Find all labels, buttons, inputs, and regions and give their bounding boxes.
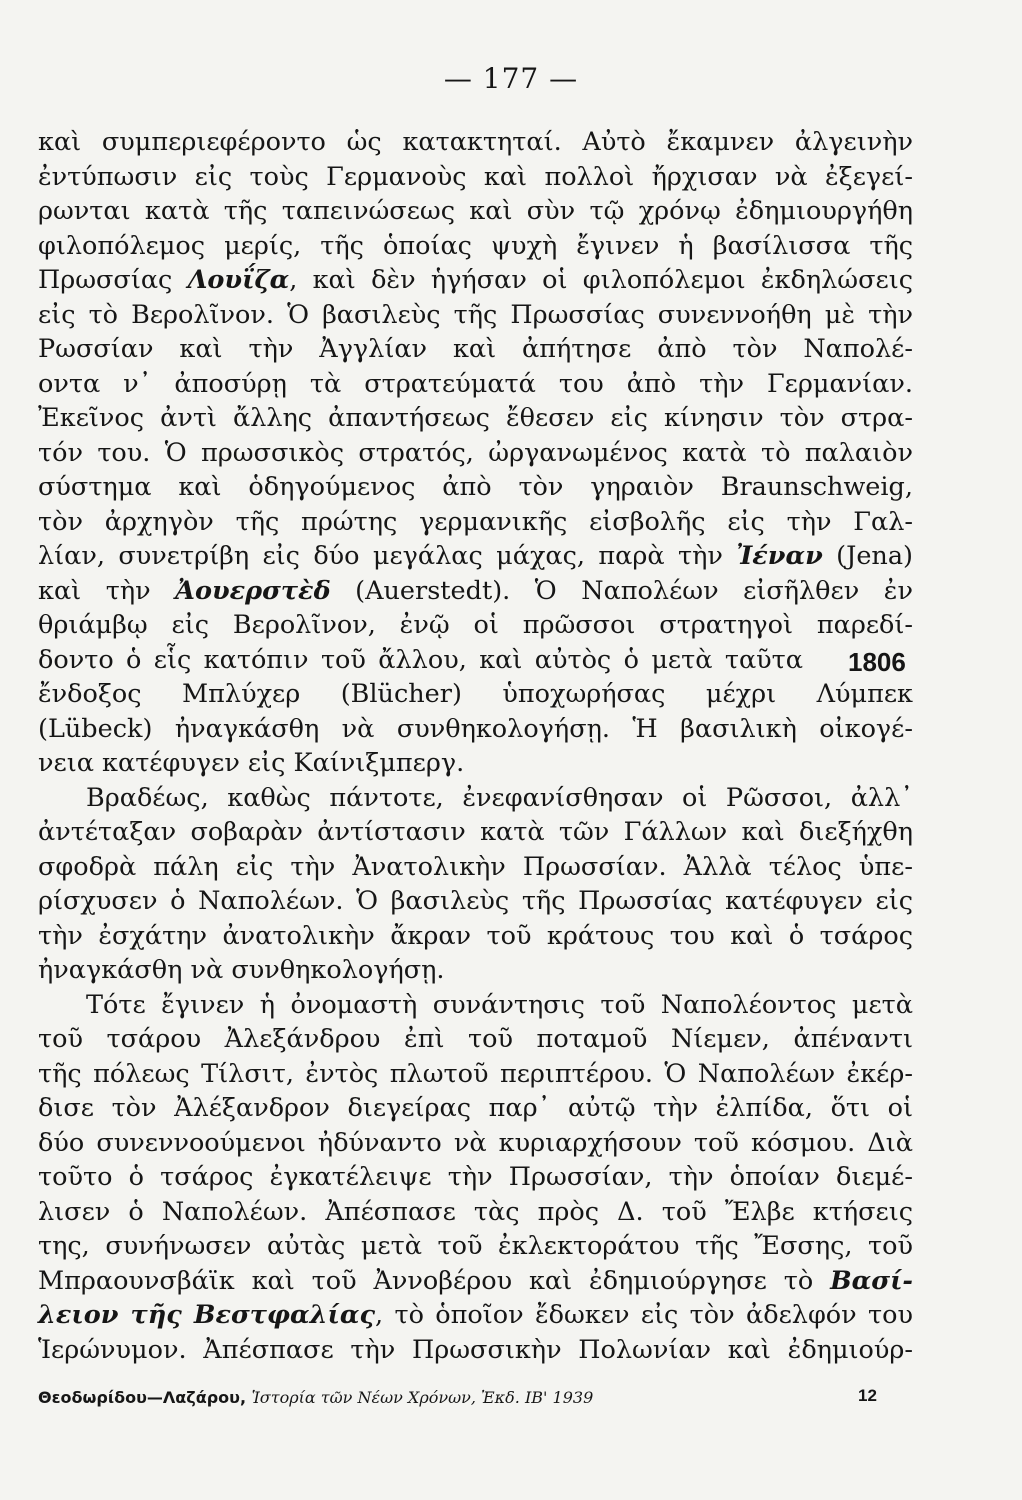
text-line: δύο συνεννοούμενοι ἠδύναντο νὰ κυριαρχήσουν τοῦ κόσμου. Διὰ: [38, 1127, 913, 1158]
text-span: καὶ τὴν: [38, 575, 176, 606]
text-line: (Lübeck) ἠναγκάσθη νὰ συνθηκολογήσῃ. Ἡ βασιλικὴ οἰκογέ-: [38, 713, 913, 744]
text-line: δισε τὸν Ἀλέξανδρον διεγείρας παρ᾽ αὐτῷ τὴν ἐλπίδα, ὅτι οἱ: [38, 1093, 913, 1123]
text-span: , καὶ δὲν ἡγήσαν οἱ φιλοπόλεμοι ἐκδηλώσεις: [289, 265, 913, 295]
text-line: τοῦ τσάρου Ἀλεξάνδρου ἐπὶ τοῦ ποταμοῦ Νίεμεν, ἀπέναντι: [38, 1024, 913, 1054]
text-line: Ἐκεῖνος ἀντὶ ἄλλης ἀπαντήσεως ἔθεσεν εἰς κίνησιν τὸν στρα-: [38, 403, 913, 433]
text-line: δοντο ὁ εἷς κατόπιν τοῦ ἄλλου, καὶ αὐτὸς ὁ μετὰ ταῦτα: [38, 644, 803, 675]
text-line: ἀντέταξαν σοβαρὰν ἀντίστασιν κατὰ τῶν Γάλλων καὶ διεξήχθη: [38, 817, 913, 847]
text-line: τοῦτο ὁ τσάρος ἐγκατέλειψε τὴν Πρωσσίαν, τὴν ὁποίαν διεμέ-: [38, 1162, 913, 1192]
text-span: λίαν, συνετρίβη εἰς δύο μεγάλας μάχας, παρὰ τὴν: [38, 541, 737, 571]
text-line: φιλοπόλεμος μερίς, τῆς ὁποίας ψυχὴ ἔγινεν ἡ βασίλισσα τῆς: [38, 230, 913, 261]
text-line: Τότε ἔγινεν ἡ ὀνομαστὴ συνάντησις τοῦ Ναπολέοντος μετὰ: [86, 989, 913, 1020]
emphasis-louisa: Λουΐζα: [187, 265, 290, 295]
body-text: [38, 125, 913, 1367]
text-line: [38, 539, 913, 574]
text-line: Ἱερώνυμον. Ἀπέσπασε τὴν Πρωσσικὴν Πολωνίαν καὶ ἐδημιούρ-: [38, 1334, 913, 1365]
text-span: , τὸ ὁποῖον ἔδωκεν εἰς τὸν ἀδελφόν του: [375, 1300, 913, 1330]
text-span: (Jena): [822, 541, 913, 571]
text-span: (Auerstedt). Ὁ Ναπολέων εἰσῆλθεν ἐν: [330, 575, 913, 606]
margin-year: 1806: [848, 647, 906, 677]
text-line: ἐντύπωσιν εἰς τοὺς Γερμανοὺς καὶ πολλοὶ ἤρχισαν νὰ ἐξεγεί-: [38, 161, 913, 192]
footer-title: Ἱστορία τῶν Νέων Χρόνων,: [251, 1388, 482, 1407]
page-number: — 177 —: [443, 62, 579, 95]
text-line: ρίσχυσεν ὁ Ναπολέων. Ὁ βασιλεὺς τῆς Πρωσσίας κατέφυγεν εἰς: [38, 886, 913, 916]
text-line: οντα ν᾽ ἀποσύρῃ τὰ στρατεύματά του ἀπὸ τὴν Γερμανίαν.: [38, 368, 913, 399]
text-line: θριάμβῳ εἰς Βερολῖνον, ἐνῷ οἱ πρῶσσοι στρατηγοὶ παρεδί-: [38, 610, 913, 640]
emphasis-kingdom: Βασί-: [830, 1265, 913, 1296]
emphasis-westphalia: λειον τῆς Βεστφαλίας: [38, 1300, 375, 1330]
text-line: σφοδρὰ πάλη εἰς τὴν Ἀνατολικὴν Πρωσσίαν. Ἀλλὰ τέλος ὑπε-: [38, 851, 913, 882]
text-line: τὴν ἐσχάτην ἀνατολικὴν ἄκραν τοῦ κράτους του καὶ ὁ τσάρος: [38, 920, 913, 951]
text-line: νεια κατέφυγεν εἰς Καίνιξμπεργ.: [38, 748, 465, 778]
text-line: Βραδέως, καθὼς πάντοτε, ἐνεφανίσθησαν οἱ Ρῶσσοι, ἀλλ᾽: [86, 782, 913, 813]
signature-number: 12: [858, 1386, 877, 1405]
text-line: τῆς πόλεως Τίλσιτ, ἐντὸς πλωτοῦ περιπτέρου. Ὁ Ναπολέων ἐκέρ-: [38, 1058, 913, 1089]
footer-authors: Θεοδωρίδου—Λαζάρου,: [38, 1388, 252, 1407]
text-line: [38, 1264, 913, 1299]
text-line: τόν του. Ὁ πρωσσικὸς στρατός, ὠργανωμένος κατὰ τὸ παλαιὸν: [38, 437, 913, 468]
emphasis-auerstedt: Ἀουερστὲδ: [175, 575, 331, 606]
text-line: καὶ συμπεριεφέροντο ὡς κατακτηταί. Αὐτὸ ἔκαμνεν ἀλγεινὴν: [38, 127, 913, 157]
emphasis-jena: Ἰέναν: [736, 541, 823, 571]
text-line: [38, 263, 913, 298]
text-line: λισεν ὁ Ναπολέων. Ἀπέσπασε τὰς πρὸς Δ. τοῦ Ἔλβε κτήσεις: [38, 1196, 913, 1227]
footer-edition: Ἐκδ. ΙΒ' 1939: [481, 1388, 594, 1407]
text-span: Μπραουνσβάϊκ καὶ τοῦ Ἀννοβέρου καὶ ἐδημιούργησε τὸ: [38, 1265, 831, 1296]
text-line: ἠναγκάσθη νὰ συνθηκολογήσῃ.: [38, 955, 445, 985]
text-line: σύστημα καὶ ὁδηγούμενος ἀπὸ τὸν γηραιὸν Braunschweig,: [38, 472, 913, 502]
text-line: εἰς τὸ Βερολῖνον. Ὁ βασιλεὺς τῆς Πρωσσίας συνεννοήθη μὲ τὴν: [38, 299, 913, 330]
text-span: Πρωσσίας: [38, 265, 188, 295]
text-line: τὸν ἀρχηγὸν τῆς πρώτης γερμανικῆς εἰσβολῆς εἰς τὴν Γαλ-: [38, 506, 913, 537]
text-line: Ρωσσίαν καὶ τὴν Ἀγγλίαν καὶ ἀπήτησε ἀπὸ τὸν Ναπολέ-: [38, 334, 913, 364]
text-line: ἔνδοξος Μπλύχερ (Blücher) ὑποχωρήσας μέχρι Λύμπεκ: [38, 679, 913, 709]
text-line: ρωνται κατὰ τῆς ταπεινώσεως καὶ σὺν τῷ χρόνῳ ἐδημιουργήθη: [38, 196, 913, 226]
text-line: [38, 1298, 913, 1333]
text-line: της, συνήνωσεν αὐτὰς μετὰ τοῦ ἐκλεκτοράτου τῆς Ἔσσης, τοῦ: [38, 1231, 913, 1261]
footer-citation: [38, 1388, 878, 1407]
text-line: [38, 574, 913, 609]
